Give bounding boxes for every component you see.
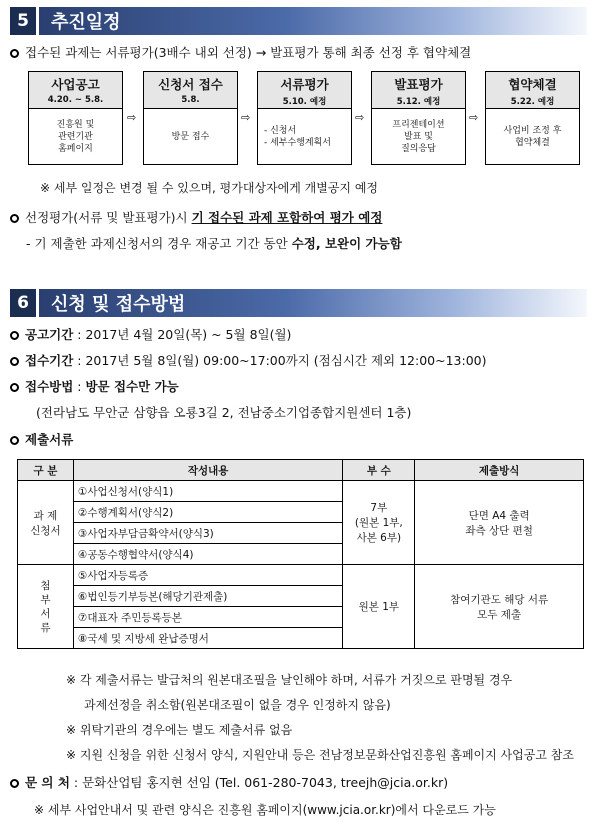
section-number: 6 — [10, 289, 36, 317]
address: (전라남도 무안군 삼향읍 오룡3길 2, 전남중소기업종합지원센터 1층) — [36, 405, 412, 420]
group-label-application: 과 제 신청서 — [18, 481, 74, 565]
arrow-icon: ⇨ — [127, 111, 137, 124]
download-note: ※ 세부 사업안내서 및 관련 양식은 진흥원 홈페이지(www.jcia.or.kr)에서 다운로드 가능 — [34, 803, 496, 817]
section-5-header — [10, 7, 587, 35]
method-attachments: 참여기관도 해당 서류 모두 제출 — [415, 565, 584, 649]
bullet-icon — [10, 49, 19, 58]
method-application: 단면 A4 출력 좌측 상단 편철 — [415, 481, 584, 565]
group-label-attachments: 첨 부 서 류 — [18, 565, 74, 649]
documents-heading: 제출서류 — [10, 430, 73, 448]
bullet-icon — [10, 436, 19, 445]
evaluation-note: 선정평가(서류 및 발표평가)시 기 접수된 과제 포함하여 평가 예정 — [10, 208, 382, 226]
step-presentation: 발표평가 5.12. 예정 프리젠테이션 발표 및 질의응답 — [371, 71, 466, 165]
copies-attachments: 원본 1부 — [343, 565, 415, 649]
receipt-method: 접수방법 : 방문 접수만 가능 — [10, 377, 179, 395]
bullet-icon — [10, 214, 19, 223]
notice-period: 공고기간 : 2017년 4월 20일(목) ~ 5월 8일(월) — [10, 325, 291, 343]
col-header: 작성내용 — [73, 460, 343, 481]
arrow-icon: ⇨ — [241, 111, 251, 124]
arrow-icon: ⇨ — [469, 111, 479, 124]
step-document-review: 서류평가 5.10. 예정 - 신청서 - 세부수행계획서 — [257, 71, 352, 165]
col-header: 부 수 — [343, 460, 415, 481]
section-number: 5 — [10, 7, 36, 35]
note-forms: ※ 지원 신청을 위한 신청서 양식, 지원안내 등은 전남정보문화산업진흥원 홈페이지 사업공고 참조 — [66, 748, 574, 762]
bullet-icon — [10, 383, 19, 392]
table-row: ④공동수행협약서(양식4) — [18, 544, 584, 565]
bullet-icon — [10, 331, 19, 340]
table-row: ⑧국세 및 지방세 완납증명서 — [18, 628, 584, 649]
bullet-icon — [10, 779, 19, 788]
table-row: ⑥법인등기부등본(해당기관제출) — [18, 586, 584, 607]
section-title: 신청 및 접수방법 — [39, 289, 587, 317]
table-row: ⑦대표자 주민등록등본 — [18, 607, 584, 628]
table-row: 첨 부 서 류 ⑤사업자등록증 원본 1부 참여기관도 해당 서류 모두 제출 — [18, 565, 584, 586]
schedule-intro: 접수된 과제는 서류평가(3배수 내외 선정) → 발표평가 통해 최종 선정 후 협약체결 — [10, 43, 471, 61]
step-agreement: 협약체결 5.22. 예정 사업비 조정 후 협약체결 — [485, 71, 580, 165]
arrow-icon: ⇨ — [355, 111, 365, 124]
note-original-seal-cont: 과제선정을 취소함(원본대조필이 없을 경우 인정하지 않음) — [84, 698, 391, 712]
table-header-row — [18, 460, 584, 481]
table-row: ③사업자부담금확약서(양식3) — [18, 523, 584, 544]
documents-table — [17, 459, 584, 649]
note-consignee: ※ 위탁기관의 경우에는 별도 제출서류 없음 — [66, 723, 293, 737]
bullet-icon — [10, 357, 19, 366]
resubmit-note: - 기 제출한 과제신청서의 경우 재공고 기간 동안 수정, 보완이 가능함 — [26, 236, 402, 251]
table-row: 과 제 신청서 ①사업신청서(양식1) 7부 (원본 1부, 사본 6부) 단면 A4 출력 좌측 상단 편철 — [18, 481, 584, 502]
section-title: 추진일정 — [39, 7, 587, 35]
receipt-period: 접수기간 : 2017년 5월 8일(월) 09:00~17:00까지 (점심시간 제외 12:00~13:00) — [10, 351, 486, 369]
section-6-header — [10, 289, 587, 317]
col-header: 제출방식 — [415, 460, 584, 481]
step-announcement: 사업공고 4.20. ~ 5.8. 진흥원 및 관련기관 홈페이지 — [28, 71, 123, 165]
table-row: ②수행계획서(양식2) — [18, 502, 584, 523]
schedule-note: ※ 세부 일정은 변경 될 수 있으며, 평가대상자에게 개별공지 예정 — [40, 181, 379, 195]
contact-info: 문 의 처 : 문화산업팀 홍지현 선임 (Tel. 061-280-7043, treejh@jcia.or.kr) — [10, 773, 448, 791]
col-header: 구 분 — [18, 460, 74, 481]
step-application: 신청서 접수 5.8. 방문 접수 — [143, 71, 238, 165]
note-original-seal: ※ 각 제출서류는 발급처의 원본대조필을 날인해야 하며, 서류가 거짓으로 판명될 경우 — [66, 673, 513, 687]
copies-application: 7부 (원본 1부, 사본 6부) — [343, 481, 415, 565]
